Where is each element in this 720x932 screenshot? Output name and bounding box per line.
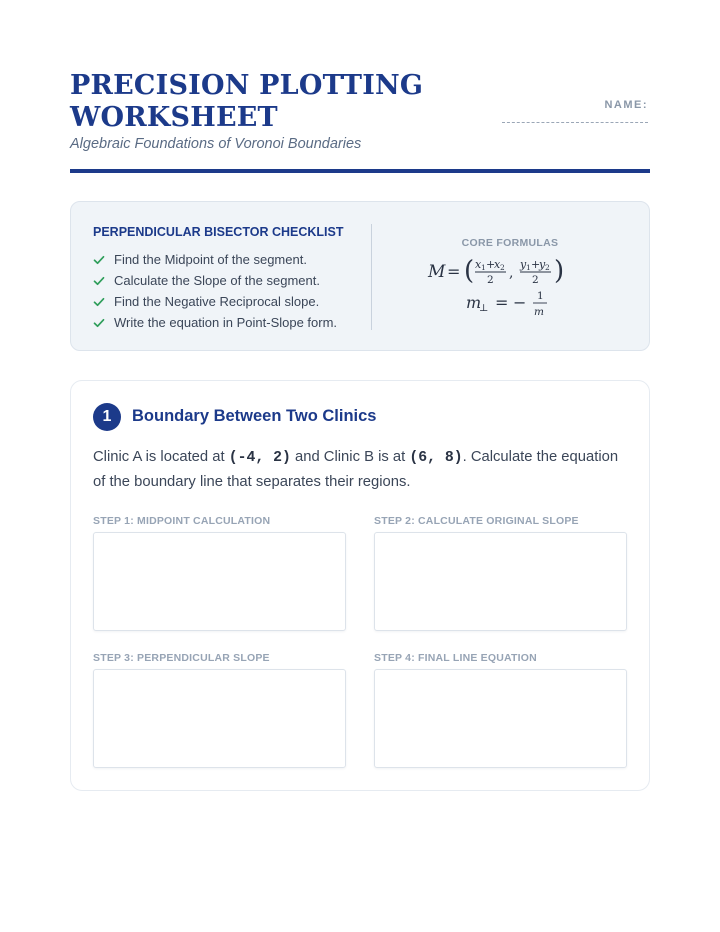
svg-text:): ) <box>554 256 565 286</box>
problem-title: Boundary Between Two Clinics <box>132 407 377 425</box>
problem-text: Clinic A is located at <box>93 449 229 465</box>
svg-text:y: y <box>539 258 546 271</box>
check-icon <box>93 275 105 287</box>
checklist-item-text: Find the Midpoint of the segment. <box>114 252 307 267</box>
step-2-answer-box[interactable] <box>374 532 627 631</box>
point-a: (-4, 2) <box>228 450 291 466</box>
checklist-panel <box>70 201 650 351</box>
svg-text:2: 2 <box>487 274 494 286</box>
svg-text:1: 1 <box>526 263 531 272</box>
problem-statement <box>93 445 633 494</box>
step-2-label: STEP 2: CALCULATE ORIGINAL SLOPE <box>374 515 579 527</box>
step-1-label: STEP 1: MIDPOINT CALCULATION <box>93 515 271 527</box>
svg-text:+: + <box>531 258 541 271</box>
step-4-answer-box[interactable] <box>374 669 627 768</box>
svg-text:1: 1 <box>537 290 544 302</box>
svg-text:,: , <box>509 265 514 281</box>
perpendicular-slope-formula-graphic <box>464 287 556 321</box>
problem-card <box>70 380 650 791</box>
checklist <box>93 249 337 333</box>
svg-text:⊥: ⊥ <box>479 303 489 314</box>
step-1-answer-box[interactable] <box>93 532 346 631</box>
perpendicular-slope-formula <box>371 287 649 321</box>
page-subtitle: Algebraic Foundations of Voronoi Boundaries <box>70 136 362 152</box>
check-icon <box>93 254 105 266</box>
checklist-item <box>93 270 337 291</box>
checklist-item <box>93 291 337 312</box>
problem-number-badge: 1 <box>93 403 121 431</box>
checklist-item <box>93 312 337 333</box>
midpoint-formula-graphic <box>428 255 592 289</box>
formulas-title: CORE FORMULAS <box>461 237 559 249</box>
checklist-title: PERPENDICULAR BISECTOR CHECKLIST <box>93 225 344 239</box>
problem-text: . Calculate the equation of the boundary line that separates their regions. <box>93 449 619 490</box>
svg-text:m: m <box>534 306 544 318</box>
header-divider <box>70 169 650 173</box>
svg-text:=: = <box>447 262 461 281</box>
svg-text:2: 2 <box>500 263 505 272</box>
checklist-item <box>93 249 337 270</box>
step-4-label: STEP 4: FINAL LINE EQUATION <box>374 652 537 664</box>
svg-text:y: y <box>520 258 527 271</box>
page-title: PRECISION PLOTTING WORKSHEET <box>70 70 424 133</box>
name-label: NAME: <box>604 99 648 111</box>
checklist-item-text: Write the equation in Point-Slope form. <box>114 315 338 330</box>
midpoint-formula <box>371 255 649 289</box>
problem-text: and Clinic B is at <box>290 449 410 465</box>
check-icon <box>93 296 105 308</box>
svg-text:m: m <box>466 293 482 312</box>
svg-text:+: + <box>486 258 496 271</box>
svg-text:−: − <box>513 293 527 312</box>
name-field-line[interactable] <box>502 122 648 123</box>
svg-text:2: 2 <box>532 274 539 286</box>
svg-text:2: 2 <box>545 263 550 272</box>
step-3-answer-box[interactable] <box>93 669 346 768</box>
svg-text:1: 1 <box>481 263 486 272</box>
checklist-item-text: Find the Negative Reciprocal slope. <box>114 294 320 309</box>
checklist-item-text: Calculate the Slope of the segment. <box>114 273 320 288</box>
svg-text:x: x <box>475 258 482 271</box>
svg-text:x: x <box>494 258 501 271</box>
check-icon <box>93 317 105 329</box>
step-3-label: STEP 3: PERPENDICULAR SLOPE <box>93 652 270 664</box>
svg-text:(: ( <box>464 256 475 286</box>
point-b: (6, 8) <box>409 450 463 466</box>
svg-text:=: = <box>495 293 509 312</box>
svg-text:M: M <box>428 262 446 282</box>
